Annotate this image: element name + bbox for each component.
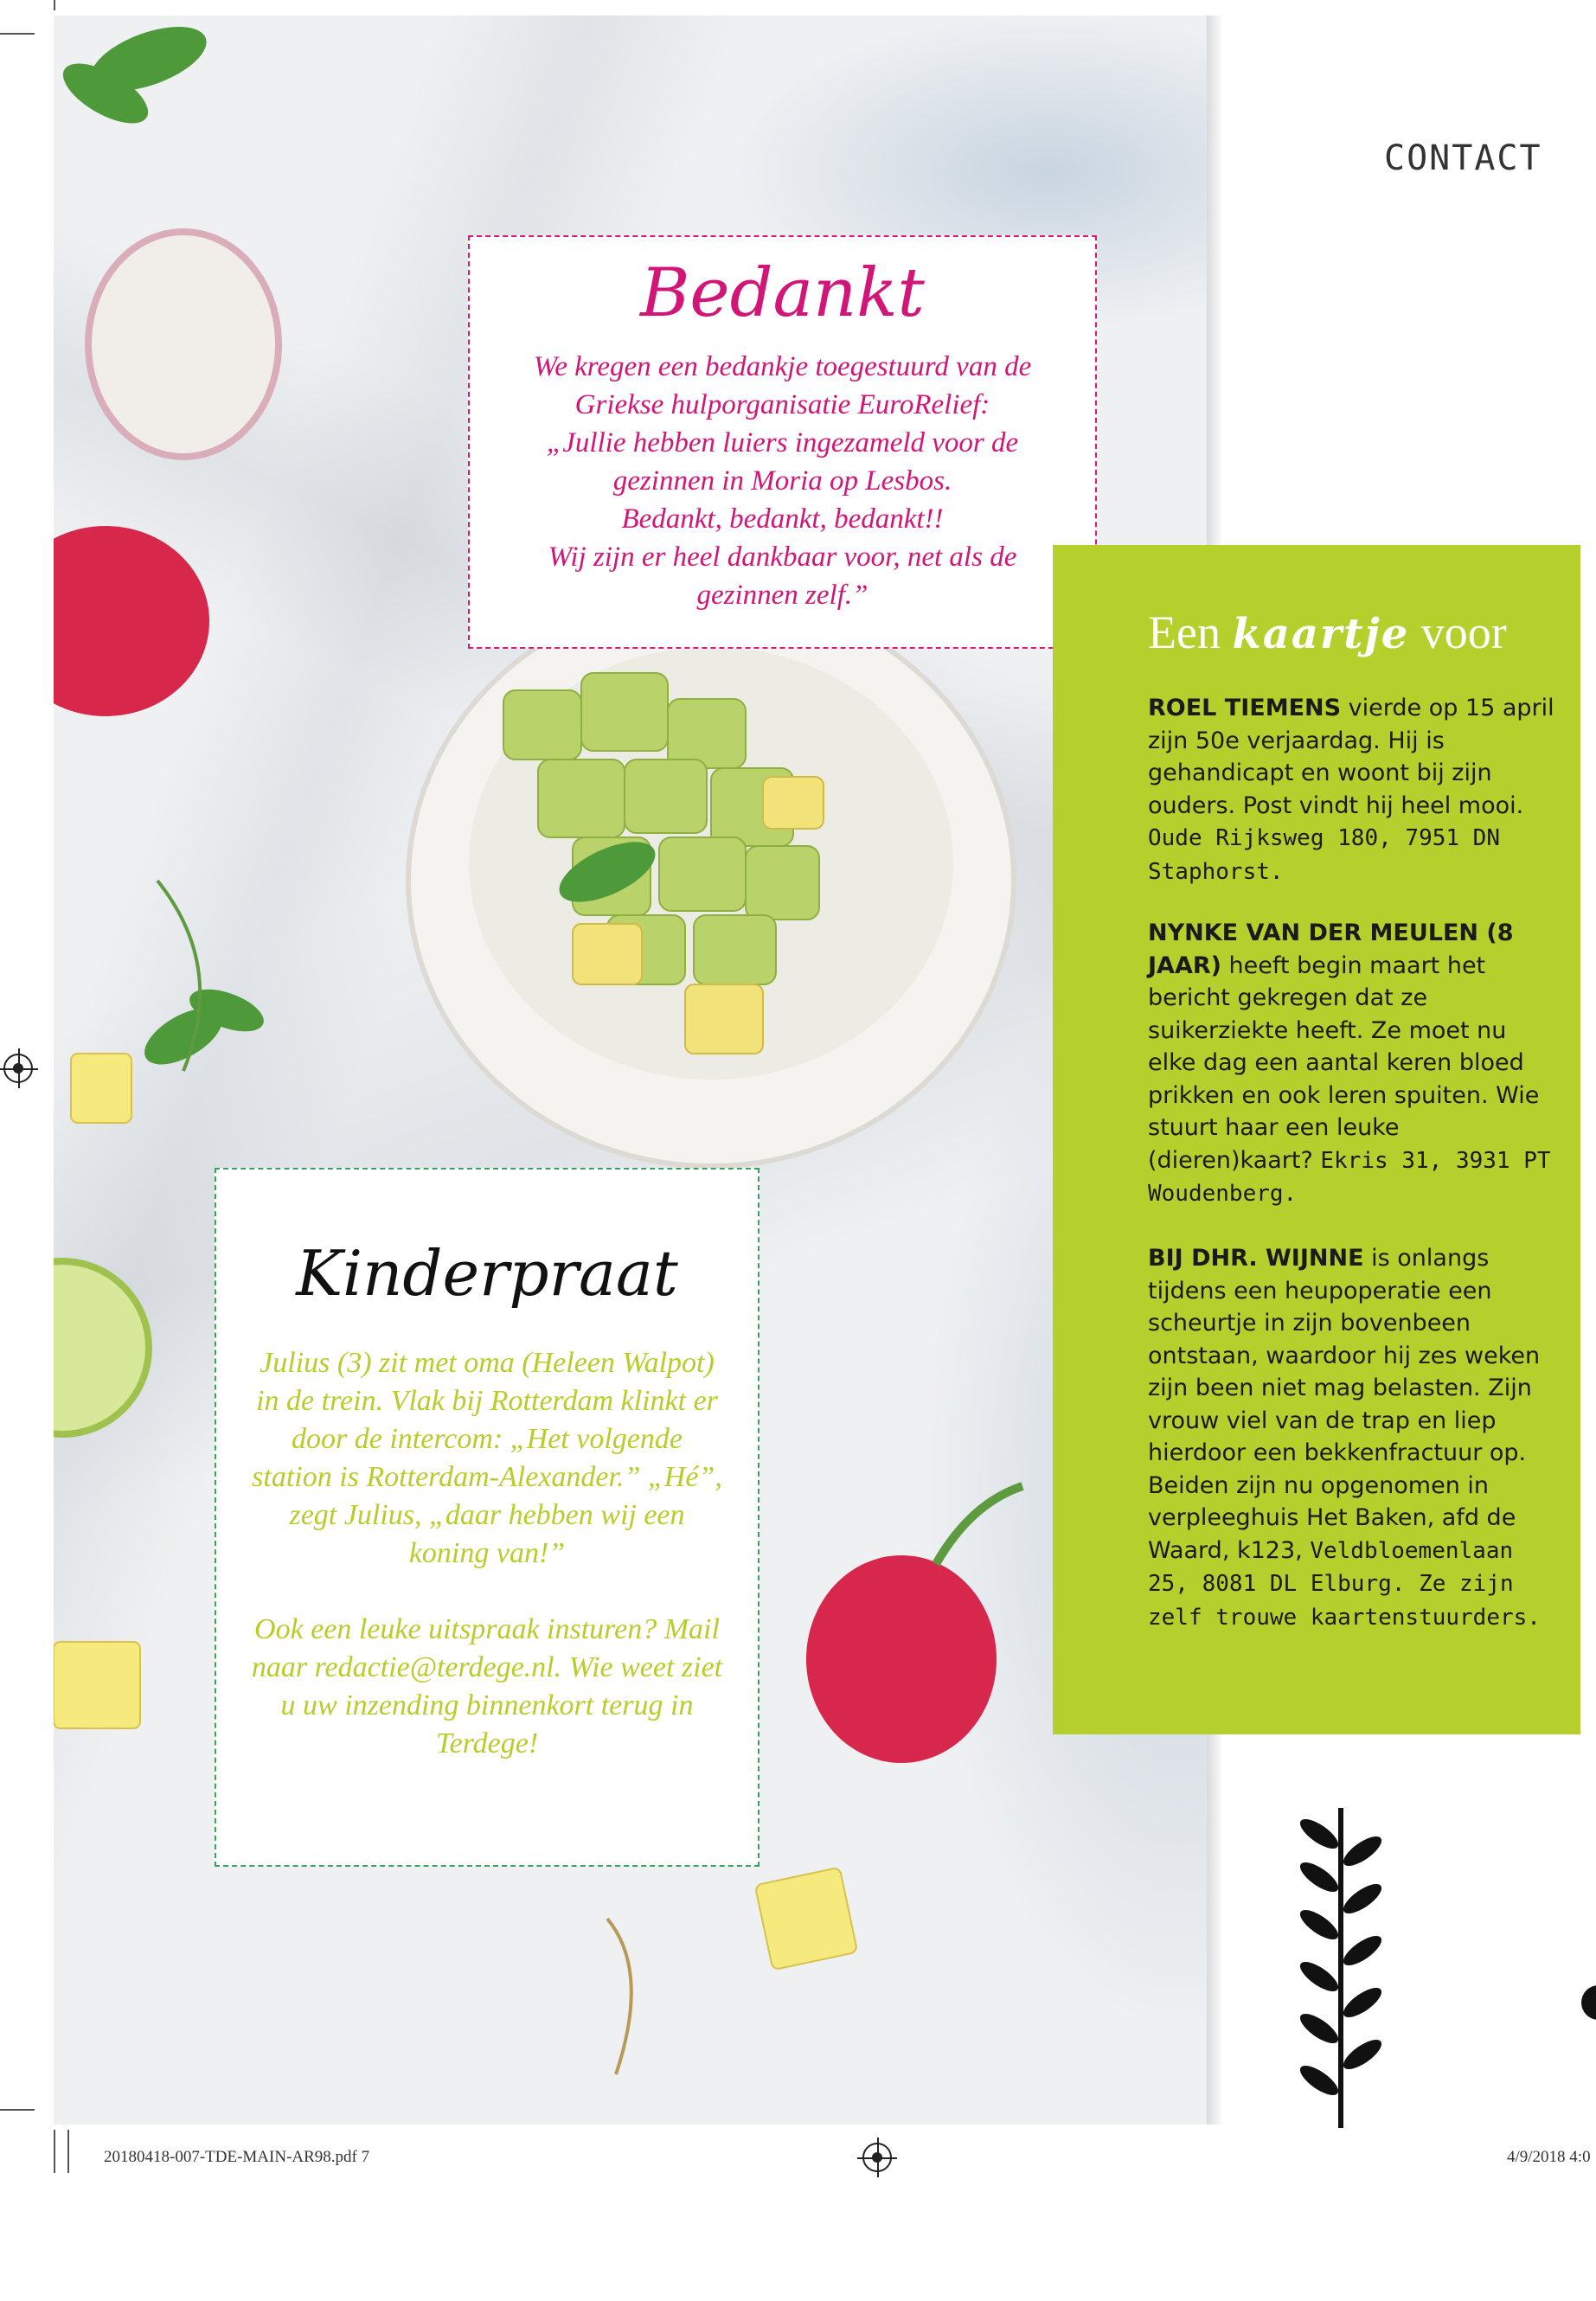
bedankt-box [468, 235, 1097, 649]
crop-mark [54, 2130, 55, 2173]
crop-mark [0, 33, 35, 35]
bedankt-title: Bedankt [640, 254, 925, 332]
entry-name: NYNKE VAN DER MEULEN (8 JAAR) [1148, 920, 1514, 979]
kaartje-title-script: kaartje [1232, 610, 1410, 658]
footer-date: 4/9/2018 4:0 [1507, 2148, 1591, 2166]
fern-icon [1289, 1799, 1393, 2128]
kinderpraat-title: Kinderpraat [296, 1237, 678, 1310]
entry-address: Ekris 31, 3931 PT Woudenberg. [1148, 1147, 1551, 1207]
kaartje-entry [1148, 692, 1554, 888]
kaartje-entry [1148, 917, 1554, 1211]
crop-mark [67, 2130, 69, 2173]
kinderpraat-body [251, 1344, 723, 1801]
kinderpraat-box [215, 1168, 760, 1867]
registration-mark-icon [3, 1054, 33, 1083]
bedankt-line: gezinnen zelf.” [696, 580, 869, 611]
crop-mark [0, 2109, 35, 2111]
bedankt-line: Wij zijn er heel dankbaar voor, net als de [548, 542, 1017, 573]
bedankt-line: Bedankt, bedankt, bedankt!! [621, 503, 944, 535]
kaartje-title [1148, 606, 1507, 659]
kaartje-title-pre: Een [1148, 606, 1233, 658]
entry-address: Veldbloemenlaan 25, 8081 DL Elburg. Ze zijn zelf trouwe kaartenstuurders. [1148, 1537, 1541, 1631]
bedankt-line: Griekse hulporganisatie EuroRelief: [574, 389, 990, 420]
kaartje-entry [1148, 1242, 1554, 1634]
bedankt-line: We kregen een bedankje toegestuurd van de [533, 351, 1032, 382]
footer-filename: 20180418-007-TDE-MAIN-AR98.pdf 7 [104, 2148, 370, 2166]
crop-mark [54, 0, 55, 10]
bedankt-body [504, 348, 1061, 614]
entry-address: Oude Rijksweg 180, 7951 DN Staphorst. [1148, 825, 1500, 885]
bedankt-line: gezinnen in Moria op Lesbos. [612, 465, 952, 497]
bedankt-line: „Jullie hebben luiers ingezameld voor de [546, 427, 1019, 458]
section-label: CONTACT [1384, 138, 1542, 178]
entry-text: is onlangs tijdens een heupoperatie een scheurtje in zijn bovenbeen ontstaan, waardoor hij zes weken zijn been niet mag belasten. Zijn vrouw viel van de trap en liep hierdoor een bekkenfractuur op. Beiden zijn nu opgenomen in verpleeghuis Het Baken, afd de Waard, k123, [1148, 1245, 1541, 1564]
kaartje-title-post: voor [1409, 606, 1507, 658]
entry-name: BIJ DHR. WIJNNE [1148, 1245, 1364, 1272]
kaartje-box [1053, 545, 1580, 1734]
entry-text: vierde op 15 april zijn 50e verjaardag. Hij is gehandicapt en woont bij zijn ouders. Post vindt hij heel mooi. [1148, 695, 1554, 819]
kinderpraat-paragraph: Julius (3) zit met oma (Heleen Walpot) in de trein. Vlak bij Rotterdam klinkt er door de intercom: „Het volgende station is Rotterdam-Alexander.” „Hé”, zegt Julius, „daar hebben wij een koning van!” [252, 1347, 722, 1569]
registration-mark-icon [862, 2143, 892, 2172]
kinderpraat-paragraph: Ook een leuke uitspraak insturen? Mail naar redactie@terdege.nl. Wie weet ziet u uw inzending binnenkort terug in Terdege! [251, 1613, 723, 1759]
entry-name: ROEL TIEMENS [1148, 695, 1342, 721]
entry-text: heeft begin maart het bericht gekregen dat ze suikerziekte heeft. Ze moet nu elke dag een aantal keren bloed prikken en ook leren spuiten. Wie stuurt haar een leuke (dieren)kaart? [1148, 952, 1540, 1174]
